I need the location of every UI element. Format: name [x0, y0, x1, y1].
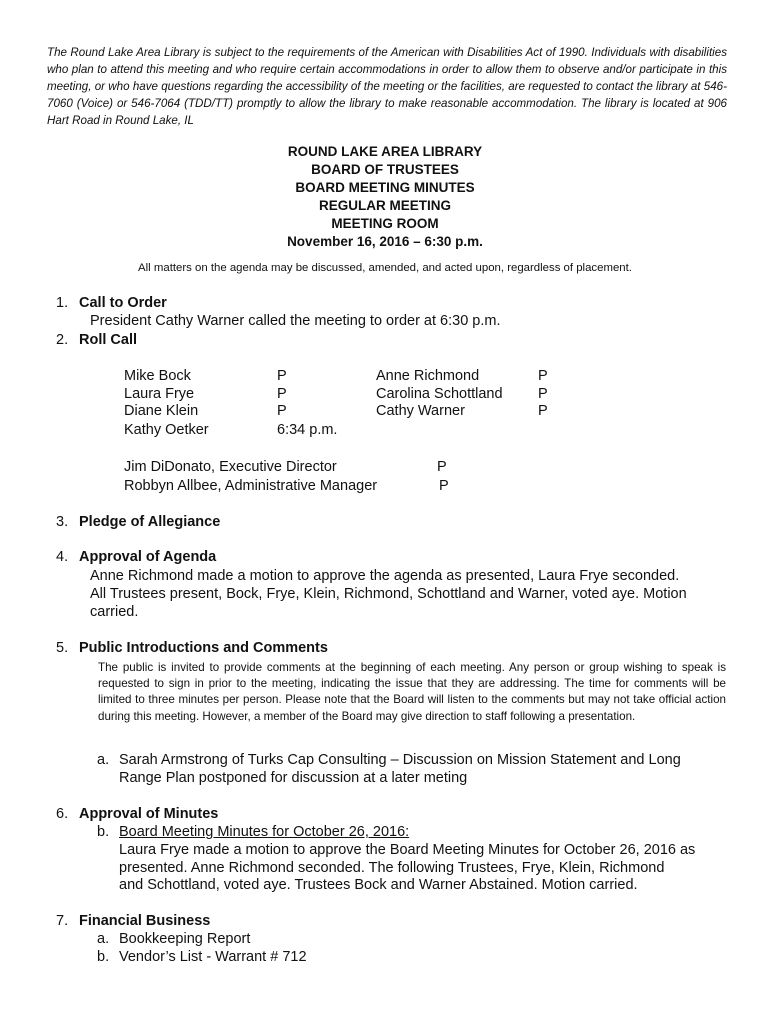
roll-status: P	[277, 386, 287, 402]
title-regular: REGULAR MEETING	[318, 198, 451, 213]
roll-name: Kathy Oetker	[124, 422, 209, 438]
item-text: presented. Anne Richmond seconded. The following Trustees, Frye, Klein, Richmond	[119, 860, 665, 876]
agenda-note: All matters on the agenda may be discussed, amended, and acted upon, regardless of placement.	[138, 262, 632, 274]
staff-name: Jim DiDonato, Executive Director	[124, 459, 337, 475]
item-text: and Schottland, voted aye. Trustees Bock and Warner Abstained. Motion carried.	[119, 877, 638, 893]
section-5-heading: Public Introductions and Comments	[79, 640, 328, 656]
title-room: MEETING ROOM	[331, 216, 439, 231]
staff-status: P	[439, 478, 449, 494]
roll-name: Anne Richmond	[376, 368, 480, 384]
section-4-line: Anne Richmond made a motion to approve the agenda as presented, Laura Frye seconded.	[90, 568, 680, 584]
roll-name: Cathy Warner	[376, 403, 465, 419]
staff-status: P	[437, 459, 447, 475]
section-7-number: 7.	[56, 913, 69, 929]
section-6-heading: Approval of Minutes	[79, 806, 219, 822]
roll-name: Mike Bock	[124, 368, 191, 384]
section-1-text: President Cathy Warner called the meeting to order at 6:30 p.m.	[90, 313, 501, 329]
section-2-number: 2.	[56, 332, 69, 348]
roll-name: Laura Frye	[124, 386, 195, 402]
section-6-number: 6.	[56, 806, 69, 822]
section-5-number: 5.	[56, 640, 69, 656]
item-title: Board Meeting Minutes for October 26, 2016:	[119, 824, 410, 840]
section-4-number: 4.	[56, 549, 69, 565]
title-minutes: BOARD MEETING MINUTES	[295, 180, 475, 195]
item-letter: b.	[97, 824, 110, 840]
roll-status: P	[538, 386, 548, 402]
title-board: BOARD OF TRUSTEES	[311, 162, 459, 177]
item-text: Range Plan postponed for discussion at a later meting	[119, 770, 468, 786]
section-3-number: 3.	[56, 514, 69, 530]
item-letter: a.	[97, 752, 110, 768]
item-text: Sarah Armstrong of Turks Cap Consulting – Discussion on Mission Statement and Long	[119, 752, 681, 768]
roll-status: P	[538, 403, 548, 419]
roll-status: 6:34 p.m.	[277, 422, 338, 438]
public-comment-policy: The public is invited to provide comments at the beginning of each meeting. Any person or group wishing to speak is requested to sign in prior to the meeting, indicating the issue that they are addressing. The time for comments will be limited to three minutes per person. Please note that the Board will listen to the comments but may not take official action during this meeting. However, a member of the Board may give direction to staff following a presentation.	[98, 661, 726, 723]
item-text: Vendor’s List - Warrant # 712	[119, 949, 307, 965]
title-date: November 16, 2016 – 6:30 p.m.	[287, 234, 483, 249]
roll-status: P	[538, 368, 548, 384]
section-1-number: 1.	[56, 295, 69, 311]
section-3-heading: Pledge of Allegiance	[79, 514, 221, 530]
staff-name: Robbyn Allbee, Administrative Manager	[124, 478, 378, 494]
item-text: Laura Frye made a motion to approve the Board Meeting Minutes for October 26, 2016 as	[119, 842, 696, 858]
ada-disclaimer: The Round Lake Area Library is subject to the requirements of the American with Disabilities Act of 1990. Individuals with disabilities who plan to attend this meeting and who require certain accommodations in order to allow them to observe and/or participate in this meeting, or who have questions regarding the accessibility of the meeting or the facilities, are requested to contact the library at 546-7060 (Voice) or 546-7064 (TDD/TT) promptly to allow the library to make reasonable accommodation. The library is located at 906 Hart Road in Round Lake, IL	[47, 46, 727, 127]
roll-status: P	[277, 403, 287, 419]
section-4-heading: Approval of Agenda	[79, 549, 217, 565]
roll-name: Carolina Schottland	[376, 386, 503, 402]
section-7-heading: Financial Business	[79, 913, 211, 929]
roll-status: P	[277, 368, 287, 384]
section-4-line: All Trustees present, Bock, Frye, Klein, Richmond, Schottland and Warner, voted aye. Motion	[90, 586, 687, 602]
section-1-heading: Call to Order	[79, 295, 167, 311]
item-text: Bookkeeping Report	[119, 931, 251, 947]
item-letter: a.	[97, 931, 110, 947]
roll-name: Diane Klein	[124, 403, 199, 419]
section-2-heading: Roll Call	[79, 332, 138, 348]
section-4-line: carried.	[90, 604, 139, 620]
title-library: ROUND LAKE AREA LIBRARY	[287, 144, 483, 159]
item-letter: b.	[97, 949, 110, 965]
